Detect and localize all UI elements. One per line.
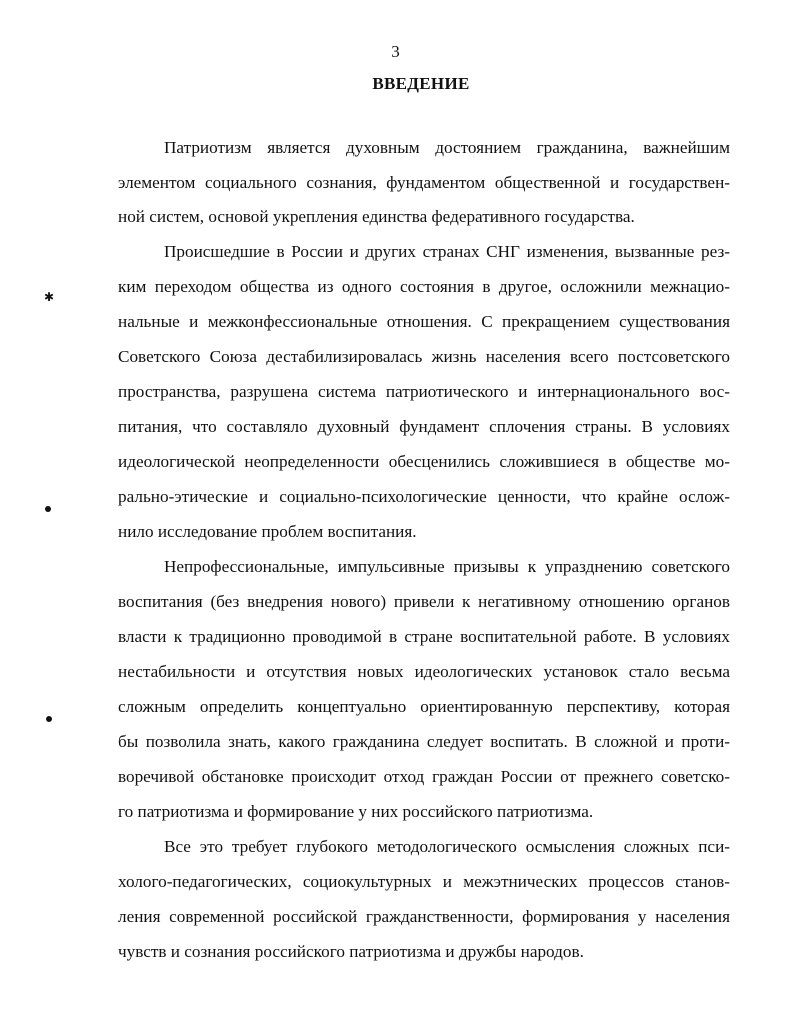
- text-line: го патриотизма и формирование у них российского патриотизма.: [118, 802, 594, 821]
- text-line: ким переходом общества из одного состояния в другое, осложнили межнацио-: [118, 277, 730, 296]
- text-line: Происшедшие в России и других странах СНГ изменения, вызванные рез-: [164, 242, 730, 261]
- text-line: Патриотизм является духовным достоянием гражданина, важнейшим: [164, 138, 730, 157]
- text-line: пространства, разрушена система патриотического и интернационального вос-: [118, 382, 730, 401]
- text-line: Советского Союза дестабилизировалась жизнь населения всего постсоветского: [118, 347, 730, 366]
- margin-mark: ✱: [44, 290, 55, 304]
- margin-mark: [46, 716, 52, 722]
- text-line: питания, что составляло духовный фундамент сплочения страны. В условиях: [118, 417, 730, 436]
- text-line: нальные и межконфессиональные отношения. С прекращением существования: [118, 312, 730, 331]
- text-line: воречивой обстановке происходит отход граждан России от прежнего советско-: [118, 767, 730, 786]
- text-line: Все это требует глубокого методологического осмысления сложных пси-: [164, 837, 730, 856]
- text-line: идеологической неопределенности обесценились сложившиеся в обществе мо-: [118, 452, 730, 471]
- section-heading: ВВЕДЕНИЕ: [372, 74, 470, 93]
- text-line: рально-этические и социально-психологические ценности, что крайне ослож-: [118, 487, 730, 506]
- text-line: ления современной российской гражданственности, формирования у населения: [118, 907, 730, 926]
- text-line: воспитания (без внедрения нового) привели к негативному отношению органов: [118, 592, 730, 611]
- text-line: холого-педагогических, социокультурных и межэтнических процессов станов-: [118, 872, 730, 891]
- page-number: 3: [391, 42, 400, 61]
- text-line: нило исследование проблем воспитания.: [118, 522, 417, 541]
- text-line: нестабильности и отсутствия новых идеологических установок стало весьма: [118, 662, 730, 681]
- text-line: элементом социального сознания, фундаментом общественной и государствен-: [118, 173, 730, 192]
- text-line: чувств и сознания российского патриотизма и дружбы народов.: [118, 942, 584, 961]
- text-line: бы позволила знать, какого гражданина следует воспитать. В сложной и проти-: [118, 732, 730, 751]
- text-line: сложным определить концептуально ориентированную перспективу, которая: [118, 697, 730, 716]
- text-line: власти к традиционно проводимой в стране воспитательной работе. В условиях: [118, 627, 730, 646]
- margin-mark: [45, 506, 51, 512]
- text-line: ной систем, основой укрепления единства федеративного государства.: [118, 207, 635, 226]
- text-line: Непрофессиональные, импульсивные призывы к упразднению советского: [164, 557, 730, 576]
